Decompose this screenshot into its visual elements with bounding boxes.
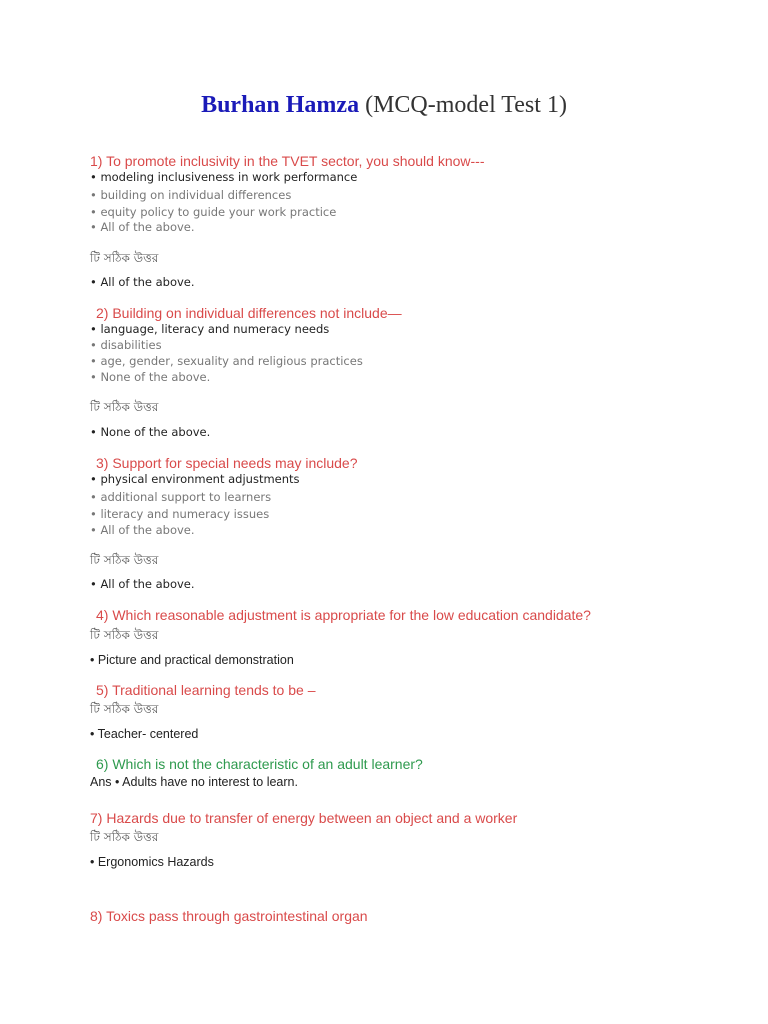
q2-answer: • None of the above.: [90, 425, 211, 439]
q2-option-1: • language, literacy and numeracy needs: [90, 322, 330, 336]
q1-option-1: • modeling inclusiveness in work performance: [90, 170, 358, 184]
q3-option-2: • additional support to learners: [90, 490, 272, 504]
test-title: (MCQ-model Test 1): [365, 92, 567, 118]
q4-answer-label: টি সঠিক উত্তর: [90, 628, 159, 642]
q1-answer-label: টি সঠিক উত্তর: [90, 251, 159, 265]
q6-answer: Ans • Adults have no interest to learn.: [90, 775, 298, 789]
q3-option-3: • literacy and numeracy issues: [90, 507, 270, 521]
q2-answer-label: টি সঠিক উত্তর: [90, 400, 159, 414]
q3-answer: • All of the above.: [90, 577, 195, 591]
q4-answer: • Picture and practical demonstration: [90, 653, 294, 667]
q1-option-4: • All of the above.: [90, 220, 195, 234]
q2-option-3: • age, gender, sexuality and religious practices: [90, 354, 363, 368]
q1-option-3: • equity policy to guide your work practice: [90, 205, 337, 219]
author-name: Burhan Hamza: [201, 92, 360, 118]
q5-answer: • Teacher- centered: [90, 727, 199, 741]
q3-answer-label: টি সঠিক উত্তর: [90, 553, 159, 567]
question-7: 7) Hazards due to transfer of energy between an object and a worker: [90, 810, 518, 826]
question-5: 5) Traditional learning tends to be –: [96, 682, 316, 698]
question-1: 1) To promote inclusivity in the TVET sector, you should know---: [90, 153, 485, 169]
question-2: 2) Building on individual differences not include—: [96, 305, 402, 321]
q3-option-4: • All of the above.: [90, 523, 195, 537]
q5-answer-label: টি সঠিক উত্তর: [90, 702, 159, 716]
q1-answer: • All of the above.: [90, 275, 195, 289]
question-6: 6) Which is not the characteristic of an adult learner?: [96, 756, 423, 772]
question-3: 3) Support for special needs may include?: [96, 455, 358, 471]
q7-answer: • Ergonomics Hazards: [90, 855, 214, 869]
question-4: 4) Which reasonable adjustment is appropriate for the low education candidate?: [96, 607, 591, 623]
q1-option-2: • building on individual differences: [90, 188, 292, 202]
q3-option-1: • physical environment adjustments: [90, 472, 300, 486]
q7-answer-label: টি সঠিক উত্তর: [90, 830, 159, 844]
q2-option-4: • None of the above.: [90, 370, 211, 384]
question-8: 8) Toxics pass through gastrointestinal organ: [90, 908, 368, 924]
page-title: [0, 92, 768, 119]
q2-option-2: • disabilities: [90, 338, 162, 352]
